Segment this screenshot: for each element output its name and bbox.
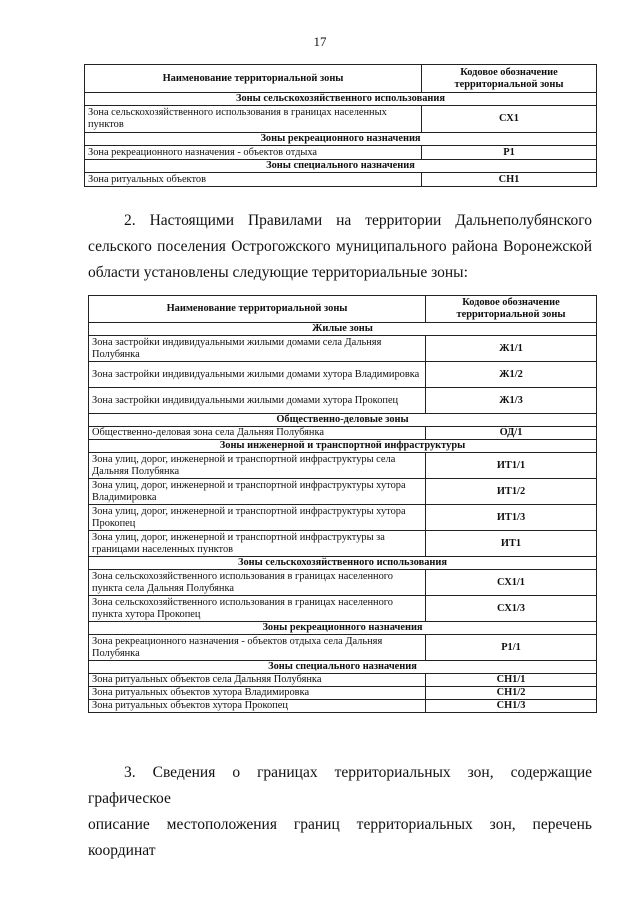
header-zone-name: Наименование территориальной зоны [89, 296, 426, 323]
zone-code-cell: ИТ1 [426, 531, 597, 557]
section-row [89, 661, 597, 674]
table-row [85, 173, 597, 187]
section-row [89, 323, 597, 336]
zone-code-cell: Р1/1 [426, 635, 597, 661]
section-title: Зоны сельскохозяйственного использования [85, 93, 597, 106]
zone-name-cell: Зона улиц, дорог, инженерной и транспортной инфраструктуры за границами населенных пунктов [89, 531, 426, 557]
zone-code-cell: Ж1/1 [426, 336, 597, 362]
paragraph-line: области установлены следующие территориальные зоны: [88, 264, 468, 281]
table-row [89, 687, 597, 700]
table-row [89, 388, 597, 414]
zone-name-cell: Зона улиц, дорог, инженерной и транспортной инфраструктуры села Дальняя Полубянка [89, 453, 426, 479]
zone-name-cell: Зона застройки индивидуальными жилыми домами хутора Владимировка [89, 362, 426, 388]
section-title: Зоны специального назначения [85, 160, 597, 173]
zone-name-cell: Зона сельскохозяйственного использования в границах населенного пункта хутора Прокопец [89, 596, 426, 622]
zone-name-cell: Зона рекреационного назначения - объектов отдыха [85, 146, 422, 160]
zone-name-cell: Зона ритуальных объектов села Дальняя Полубянка [89, 674, 426, 687]
section-row [89, 414, 597, 427]
zone-name-cell: Зона рекреационного назначения - объектов отдыха села Дальняя Полубянка [89, 635, 426, 661]
section-row [85, 93, 597, 106]
table-row [85, 146, 597, 160]
zone-code-cell: СХ1 [422, 106, 597, 133]
table-row [89, 674, 597, 687]
zone-name-cell: Зона ритуальных объектов хутора Владимировка [89, 687, 426, 700]
zone-code-cell: СН1/1 [426, 674, 597, 687]
zone-name-cell: Общественно-деловая зона села Дальняя Полубянка [89, 427, 426, 440]
section-title: Зоны специального назначения [89, 661, 597, 674]
zone-code-cell: ИТ1/3 [426, 505, 597, 531]
section-title: Зоны инженерной и транспортной инфраструктуры [89, 440, 597, 453]
zone-code-cell: ИТ1/2 [426, 479, 597, 505]
zone-code-cell: ОД/1 [426, 427, 597, 440]
section-row [89, 557, 597, 570]
zone-name-cell: Зона застройки индивидуальными жилыми домами села Дальняя Полубянка [89, 336, 426, 362]
zone-code-cell: СХ1/3 [426, 596, 597, 622]
section-row [89, 622, 597, 635]
paragraph-line: сельского поселения Острогожского муниципального района Воронежской [88, 238, 592, 255]
table-header-row [89, 296, 597, 323]
zone-code-cell: СН1 [422, 173, 597, 187]
zone-code-cell: ИТ1/1 [426, 453, 597, 479]
table-row [89, 505, 597, 531]
table-row [89, 570, 597, 596]
table-row [89, 479, 597, 505]
section-row [85, 160, 597, 173]
paragraph-line: 3. Сведения о границах территориальных зон, содержащие графическое [88, 764, 592, 807]
section-title: Зоны сельскохозяйственного использования [89, 557, 597, 570]
zone-name-cell: Зона застройки индивидуальными жилыми домами хутора Прокопец [89, 388, 426, 414]
paragraph-2 [88, 208, 592, 286]
table-row [89, 635, 597, 661]
header-zone-name: Наименование территориальной зоны [85, 65, 422, 93]
table-row [89, 453, 597, 479]
zone-name-cell: Зона ритуальных объектов [85, 173, 422, 187]
zone-name-cell: Зона сельскохозяйственного использования в границах населенных пунктов [85, 106, 422, 133]
zone-code-cell: СХ1/1 [426, 570, 597, 596]
section-title: Зоны рекреационного назначения [85, 133, 597, 146]
zone-name-cell: Зона сельскохозяйственного использования в границах населенного пункта села Дальняя Полубянка [89, 570, 426, 596]
zones-table-detailed [88, 295, 597, 713]
table-row [89, 427, 597, 440]
zone-code-cell: Ж1/3 [426, 388, 597, 414]
paragraph-3 [88, 760, 592, 864]
table-row [85, 106, 597, 133]
zone-code-cell: Ж1/2 [426, 362, 597, 388]
paragraph-line: описание местоположения границ территориальных зон, перечень координат [88, 816, 592, 859]
table-row [89, 336, 597, 362]
header-zone-code: Кодовое обозначение территориальной зоны [422, 65, 597, 93]
zone-code-cell: СН1/2 [426, 687, 597, 700]
zones-table-summary [84, 64, 597, 187]
table-row [89, 700, 597, 713]
table-row [89, 362, 597, 388]
table-row [89, 531, 597, 557]
zone-name-cell: Зона улиц, дорог, инженерной и транспортной инфраструктуры хутора Прокопец [89, 505, 426, 531]
table-row [89, 596, 597, 622]
zone-name-cell: Зона ритуальных объектов хутора Прокопец [89, 700, 426, 713]
page-number: 17 [313, 34, 327, 49]
zone-code-cell: СН1/3 [426, 700, 597, 713]
zone-name-cell: Зона улиц, дорог, инженерной и транспортной инфраструктуры хутора Владимировка [89, 479, 426, 505]
zone-code-cell: Р1 [422, 146, 597, 160]
section-title: Общественно-деловые зоны [89, 414, 597, 427]
table-header-row [85, 65, 597, 93]
paragraph-line: 2. Настоящими Правилами на территории Дальнеполубянского [124, 212, 592, 229]
header-zone-code: Кодовое обозначение территориальной зоны [426, 296, 597, 323]
section-title: Жилые зоны [89, 323, 597, 336]
section-row [89, 440, 597, 453]
section-title: Зоны рекреационного назначения [89, 622, 597, 635]
section-row [85, 133, 597, 146]
